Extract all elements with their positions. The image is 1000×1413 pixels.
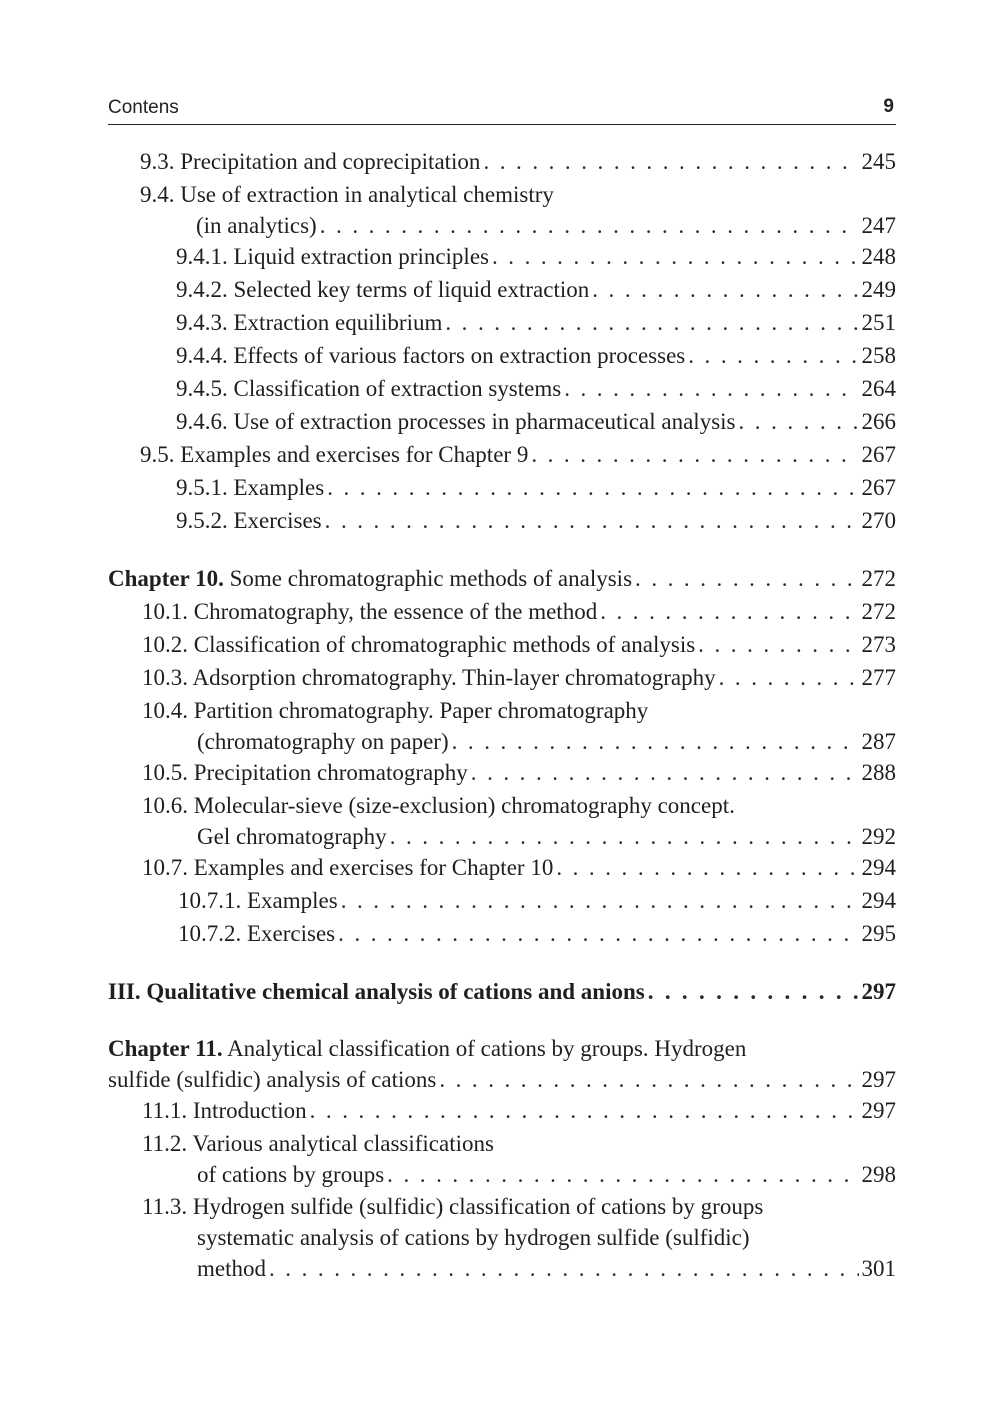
toc-entry-9-3[interactable] <box>108 146 896 177</box>
entry-label: 10.5. Precipitation chromatography <box>142 760 468 785</box>
entry-label: 9.4.4. Effects of various factors on extraction processes <box>176 343 686 368</box>
dot-leader <box>635 563 858 594</box>
toc-entry-chapter-10[interactable] <box>108 563 896 594</box>
toc-entry-10-4[interactable] <box>108 695 896 757</box>
dot-leader <box>325 505 859 536</box>
entry-label: 9.4.2. Selected key terms of liquid extraction <box>176 277 590 302</box>
toc-entry-9-4[interactable] <box>108 179 896 241</box>
entry-label: 10.6. Molecular-sieve (size-exclusion) chromatography concept. <box>142 793 735 818</box>
entry-page: 297 <box>861 979 896 1004</box>
dot-leader <box>719 662 859 693</box>
dot-leader <box>320 210 859 241</box>
entry-label: 10.7. Examples and exercises for Chapter 10 <box>142 855 554 880</box>
toc-entry-9-4-5[interactable] <box>108 373 896 404</box>
entry-label: 9.3. Precipitation and coprecipitation <box>140 149 481 174</box>
dot-leader <box>600 596 858 627</box>
entry-page: 288 <box>861 760 896 785</box>
entry-page: 298 <box>861 1162 896 1187</box>
dot-leader <box>269 1253 859 1284</box>
dot-leader <box>698 629 858 660</box>
entry-page: 245 <box>861 149 896 174</box>
dot-leader <box>390 821 859 852</box>
toc-entry-10-7[interactable] <box>108 852 896 883</box>
entry-label: 9.5.2. Exercises <box>176 508 322 533</box>
dot-leader <box>738 406 858 437</box>
dot-leader <box>338 918 858 949</box>
toc-entry-10-3[interactable] <box>108 662 896 693</box>
toc-entry-10-5[interactable] <box>108 757 896 788</box>
header-title: Contens <box>108 97 179 118</box>
dot-leader <box>564 373 858 404</box>
dot-leader <box>445 307 858 338</box>
entry-label: 10.3. Adsorption chromatography. Thin-layer chromatography <box>142 665 716 690</box>
entry-label: 9.4.6. Use of extraction processes in pharmaceutical analysis <box>176 409 736 434</box>
toc-entry-10-7-2[interactable] <box>108 918 896 949</box>
entry-page: 247 <box>861 213 896 238</box>
dot-leader <box>310 1095 859 1126</box>
dot-leader <box>471 757 859 788</box>
dot-leader <box>688 340 858 371</box>
entry-label-continuation: of cations by groups <box>197 1162 385 1187</box>
toc-entry-10-1[interactable] <box>108 596 896 627</box>
entry-page: 251 <box>861 310 896 335</box>
header-page-number: 9 <box>883 96 894 117</box>
dot-leader <box>483 146 858 177</box>
entry-label: 9.4.3. Extraction equilibrium <box>176 310 443 335</box>
entry-label: Some chromatographic methods of analysis <box>223 566 633 591</box>
entry-page: 287 <box>861 729 896 754</box>
entry-page: 266 <box>861 409 896 434</box>
entry-page: 273 <box>861 632 896 657</box>
toc-entry-11-2[interactable] <box>108 1128 896 1190</box>
entry-page: 294 <box>861 888 896 913</box>
entry-label: 11.1. Introduction <box>142 1098 307 1123</box>
entry-label: 10.7.2. Exercises <box>178 921 336 946</box>
entry-page: 295 <box>861 921 896 946</box>
entry-label: 9.5. Examples and exercises for Chapter 9 <box>140 442 529 467</box>
dot-leader <box>648 976 859 1007</box>
toc-entry-9-4-4[interactable] <box>108 340 896 371</box>
entry-label: III. Qualitative chemical analysis of cations and anions <box>108 979 645 1004</box>
toc-entry-9-4-2[interactable] <box>108 274 896 305</box>
entry-label: 11.2. Various analytical classifications <box>142 1131 494 1156</box>
entry-label: 10.2. Classification of chromatographic methods of analysis <box>142 632 696 657</box>
toc-entry-chapter-11[interactable] <box>108 1033 896 1095</box>
entry-label: 9.4.5. Classification of extraction systems <box>176 376 562 401</box>
toc-entry-9-5-2[interactable] <box>108 505 896 536</box>
entry-label-continuation: Gel chromatography <box>197 824 387 849</box>
toc-entry-9-5[interactable] <box>108 439 896 470</box>
entry-page: 277 <box>861 665 896 690</box>
entry-label: 10.7.1. Examples <box>178 888 338 913</box>
entry-page: 267 <box>861 442 896 467</box>
entry-page: 249 <box>861 277 896 302</box>
entry-label: 9.4. Use of extraction in analytical chemistry <box>140 182 554 207</box>
entry-page: 264 <box>861 376 896 401</box>
dot-leader <box>531 439 858 470</box>
toc-entry-9-4-3[interactable] <box>108 307 896 338</box>
running-header <box>108 92 896 125</box>
toc-entry-part-iii[interactable] <box>108 976 896 1007</box>
dot-leader <box>341 885 859 916</box>
entry-page: 258 <box>861 343 896 368</box>
toc-entry-11-3[interactable] <box>108 1191 896 1284</box>
toc-entry-9-5-1[interactable] <box>108 472 896 503</box>
toc-entry-9-4-6[interactable] <box>108 406 896 437</box>
entry-page: 297 <box>861 1098 896 1123</box>
entry-page: 292 <box>861 824 896 849</box>
dot-leader <box>439 1064 858 1095</box>
entry-page: 301 <box>861 1256 896 1281</box>
entry-page: 267 <box>861 475 896 500</box>
dot-leader <box>556 852 858 883</box>
entry-page: 272 <box>861 599 896 624</box>
toc-entry-10-2[interactable] <box>108 629 896 660</box>
entry-label: 10.1. Chromatography, the essence of the method <box>142 599 598 624</box>
entry-page: 294 <box>861 855 896 880</box>
entry-label: 9.5.1. Examples <box>176 475 325 500</box>
entry-label: 10.4. Partition chromatography. Paper chromatography <box>142 698 649 723</box>
entry-label-continuation: sulfide (sulfidic) analysis of cations <box>108 1067 437 1092</box>
toc-entry-9-4-1[interactable] <box>108 241 896 272</box>
entry-page: 270 <box>861 508 896 533</box>
entry-label: 11.3. Hydrogen sulfide (sulfidic) classification of cations by groups <box>142 1194 764 1219</box>
entry-label-continuation: (chromatography on paper) <box>197 729 449 754</box>
chapter-prefix: Chapter 11. <box>108 1036 223 1061</box>
toc-entry-10-6[interactable] <box>108 790 896 852</box>
entry-label: Analytical classification of cations by groups. Hydrogen <box>222 1036 747 1061</box>
toc-page <box>108 0 896 1413</box>
entry-page: 248 <box>861 244 896 269</box>
entry-page: 272 <box>861 566 896 591</box>
entry-page: 297 <box>861 1067 896 1092</box>
dot-leader <box>387 1159 858 1190</box>
dot-leader <box>452 726 859 757</box>
toc-entry-11-1[interactable] <box>108 1095 896 1126</box>
dot-leader <box>327 472 858 503</box>
dot-leader <box>492 241 859 272</box>
entry-label-continuation: systematic analysis of cations by hydrogen sulfide (sulfidic) <box>197 1225 750 1250</box>
toc-entry-10-7-1[interactable] <box>108 885 896 916</box>
entry-label-continuation-2: method <box>197 1256 266 1281</box>
entry-label-continuation: (in analytics) <box>196 213 317 238</box>
chapter-prefix: Chapter 10. <box>108 566 224 591</box>
entry-label: 9.4.1. Liquid extraction principles <box>176 244 489 269</box>
dot-leader <box>592 274 858 305</box>
